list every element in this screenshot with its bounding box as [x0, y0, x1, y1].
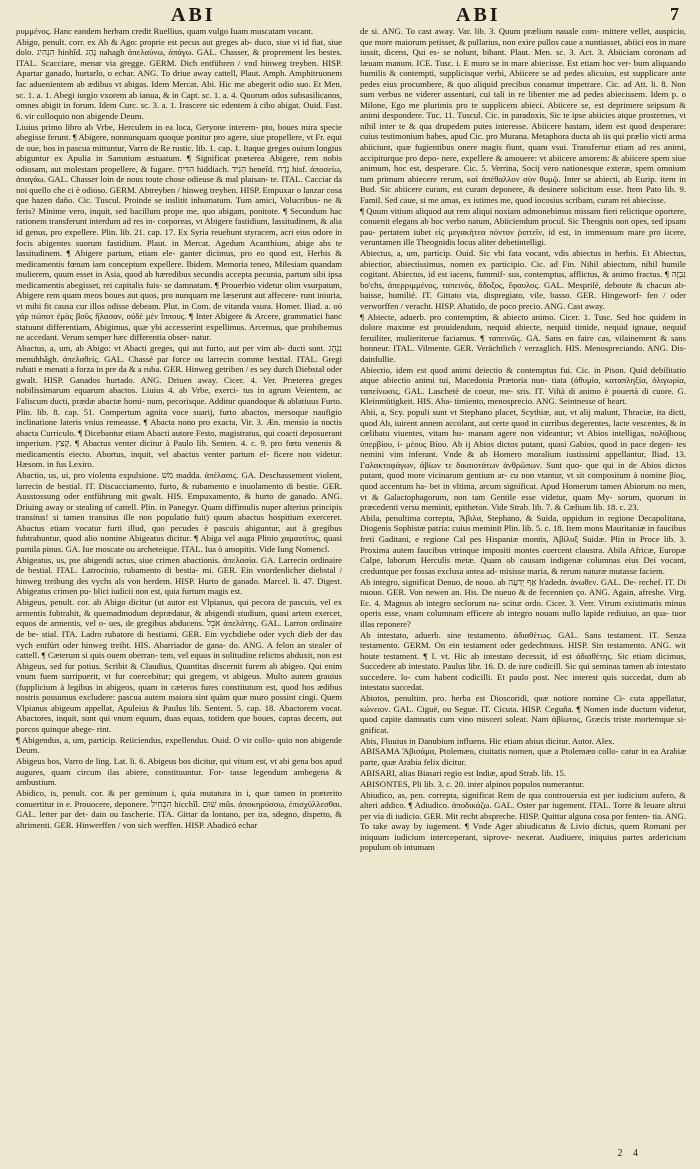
dictionary-entry: Abiectus, a, um, particip. Ouid. Sic vbi fata vocant, vdis abiectus in herbis. Et Abiectus, abiectior, abiectissimus, nomen ex participio. Cic. ad Fin. Nihil abiectum, nihil humile cogitant. Abiectus, id est iacens, fummif- sus, contemptus, afflictus, & animo fractus. ¶ נִבְזֶה bo'chs, ἀπερριμμένος, ταπεινός, ἄδοξος, ἔφαυλος. GAL. Mespriſé, deboute & chacun ab- baisse, humilié. IT. Gittato via, dispregiato, vile, basso. GER. Hingeworf- fen / oder verworffen / veracht. HISP. Abatido, de poco precio. ANG. Cast away.	[360, 248, 686, 311]
dictionary-entry: ¶ Abiecte, aduerb. pro contemptim, & abiecto animo. Cicer. 1. Tusc. Sed hoc quidem in dolore maxime est prouidendum, nequid abiecte, nequid timide, nequid ignaue, nequid feruiliter, mulieriterue faciamus. ¶ ταπεινῶς. GA. Sans en faire cas, vilainement & sans honneur. ITAL. Vilmente. GER. Verächtlich / verzaglich. HIS. Menospreciando. ANG. Dis- dainfullie.	[360, 311, 686, 364]
dictionary-entry: ¶ Quum vitium aliquod aut rem aliqui noxiam admonebimus missam fieri relictique oportere, conuenit elegans ab hoc verbo natum, Abiiciendum procul. Sic Theognis non opes, sed ipsam pau- pertatem iubet εἰς μεγακήτεα πόντον ῥιπτεῖν, id est, in immensum mare pro iicere, veruntamen ille Theognidis locus aliter debetintelligi.	[360, 205, 686, 248]
running-head-right: ABI	[456, 4, 501, 26]
dictionary-entry: ABISONTES, Pli lib. 3. c. 20. inter alpinos populos numerantur.	[360, 778, 585, 789]
dictionary-entry: ¶ Abigendus, a, um, particip. Reiiciendus, expellendus. Ouid. O vir collo- quio non abigende Deum.	[16, 734, 342, 756]
text-columns	[16, 26, 686, 1148]
dictionary-entry: Abigeus, penult. cor. ab Abigo dicitur (ut autor est Vlpianus, qui pecora de pascuis, vel ex armentis fubtrahit, & quemadmodum deprædatur, & abigendi studium, quasi artem exercet, equos de armentis, vel o- ues, de gregibus abducens. אֹבֵל ἀπελάτης. GAL. Larron ordinaire de be- stial. ITA. Ladro rubatore di bestiami. GER. Ein vychdiebe oder vych dieb der das vych entfürt oder hinweg treibt. HIS. Abarriador de gana- do. ANG. A felon an stealer of cattell. ¶ Cæterum si quis ouem oberran- tem, vel equos in solitudine relictos abduxit, non est Abigeus, sed fur potius. Scribit & Claudius, Quantitas discernit furem ab abigeo. Qui enim vnum fuem surripuerit, vt fur coercebitur; qui gregem, vt abigeus. Multo autem grauius (fupplicium à legibus in abigeos, quam in cæteros fures constitutum est, quod hos ædibus nostris possumus excludere: pascua autem maiora sint quàm quæ muro possint cingi. Quem Vlpianus abigeum appellat, Apuleius & Paulus lib. Sentent. 5. cap. 18. Abactorem vocat. Abactores, inquit, sunt qui vnum equum, duas equas, totidem que boues, capras decem, aut porcos quinque abege- rint.	[16, 597, 342, 734]
dictionary-entry: de si. ANG. To cast away. Var. lib. 3. Quum prælium nauale com- mittere vellet, auspicio, que more maiorum petisset, & pullarius, non exire pullos caue a nuntiasset, abiici eos in mare iussit, dicens, Qui es- se nolunt, bibant. Plaut. Men. sc. 3. Act. 3. Abiiciam coronam ad læuam manum. ICE. Tusc. i. E muro se in mare abiecisse. Est etiam hoc ver- bum aliquando humilis & contempti, supplicisque verbi, Abiicere se ad pedes alicuius, est supplicare ante pedes eius procumbere, & quo aliquid precibus conamur impetrare. Cic. ad Att. li. 8. Non sum verbus ne viderer assentari, cui tali in re libenter me ad pedes abiecissem. Idem p. o Milone, Ego me plurimis pro te supplicem abieci. Abiicere se, est deprimere seipsum & animi despondere. Tuc. 11. Tuscul. Cic. in paradoxis, Sic te ipse abiicies atque prosternes, vt nihil inter te & qua drupedem putes interesse. Abiicere hastam, idem est quod desperare: cuius testimonium habes, apud Cic. pro Murana. Metaphora ducta ab iis qui prælio victi arma abiiciunt, quæ fugientibus onere magis fiunt, quam vsui. Transfertur etiam ad res animi, accipiturque pro depo- nere, expellere & amouere: vt abiicere amorem: & abiicere spem siue animum, hoc est, desperare. Cic. 5. Verrina, Socij vero nationesque exteræ, spem omnium tum primum abiecere rerum, καὶ ἀπέθαλλον σὺν θυμῷ. Inter se abiecti, ab Eurip. item in Bud. Sic abiicere curam, est curam deponere, & desinere solicitum esse. Item Pato lib. 9. Famil. Sed caue, si me amas, ex istimes me, quod iocosius scribam, curam rei abiecisse.	[360, 26, 686, 205]
running-head-left: ABI	[171, 4, 216, 26]
dictionary-entry: Abactus, a, um, ab Abigo: vt Abacti greges, qui aut furto, aut per vim ab- ducti sunt. נִנְהָג menuhhâgh. ἀπελαθείς. GAL. Chassé par force ou larrecin comme bestial. ITAL. Gregi rubati e menati a forza in pre da & a ruba. GER. Hinweg getriben / es sey durch Diebstal oder gwalt. HISP. Ganados hurtado. ANG. Driuen away. Cicer. 4. Ver. Præterea greges nobilissimarum equarum abactos. Liuius 4. ab Vrbe, exerci- tus in agrum Veientem, ac Faliscum ducti, prædæ abactæ homi- num, pecorisque. Additur quandoque & ablatiuus Furto. Plin. lib. 8. cap. 51. Compertum agnita voce suarij, furto abactos, mersoque naufigio inclinatione lateris vnius remeasse. ¶ Abacta nono pro exacta, Vir. 3. Æn. mensio ia noctis abacta Curriculo. ¶ Dicebantur etiam Abacti autore Festo, magistratus, qui coacti deposuerant imperium. קָצַץ. ¶ Abactus venter dicitur à Paulo lib. Senten. 4. c. 9. pro fœtu venenis & medicamentis eiecto. Abortus, inquit, vel abactus venter partum ef- ficere non videtur. Hæsom. in fus Lexiro.	[16, 343, 342, 470]
dictionary-entry: ABISAMA Ἄβισάμα, Ptolemæo, ciuitatis nomen, quæ a Ptolemæo collo- catur in ea Arabiæ parte, quæ Arabia felix dicitur.	[360, 746, 686, 767]
dictionary-entry: Abila, penultima correpta, Ἄβιλα, Stephano, & Suida, oppidum in regione Decapolitana, Diogenis Sophistæ patria: cuius meminit Plin. lib. 5. c. 18. Item mons Mauritaniæ in faucibus freti Gaditani, e regione Cal pes Hispaniæ montis, Ἀβίλυξ Suidæ. Plin in Proce lib. 3. Proxima autem faucibus vtrinque impositi montes coercent claustra. Abila Africæ, Europæ Calpe, laborum Herculis metæ. Quam ob causam indigenæ columnas eius Dei vocant, creduntque per fossas exclusa antea ad- misisse maria, & rerum naturæ mutasse faciem.	[360, 512, 686, 576]
dictionary-entry: Abactio, us, ui, pro violenta expulsione. מֹשׁ madda. ἀπέλασις. GA. Deschassement violent, larrecin de bestial. IT. Discacciamento, furto, & rubamento e inuolamento di bestie. GER. Ausstossung oder entführung mit gwalt. HIS. Empuxamento, & hurto de ganado. ANG. Driuing away or stealing of cattell. Plin. in Panegyr. Quam diffimulis nuper alterius principis transitus! si tamen transitus ille non populatio fuit) quum abactus hospitium exerceret. Abactus etiam vocatur furti illud, quo pecudes è pascuis abiguntur, aut à gregibus fubtrahuntur, quod alio nomine Abigeatus dicitur. ¶ Abiga vel auga Plinio χαμαιπίτυς, quasi pumila pinus. GA. Iue moscate ou archeteique. ITAL. Iua ò amopitis. Vide Iung Nomencl.	[16, 470, 342, 554]
left-column	[16, 26, 342, 1148]
dictionary-entry: Ab intestato, aduerb. sine testamento. ἀδιαθέτως. GAL. Sans testament. IT. Senza testamento. GERM. On ein testament oder gedechtnuss. HISP. Sin testamento. ANG. wit houte testament. ¶ I. vt. Hic ab intestato decessit, id est ἀδιαθέτης. Sic etiam dicimus, Succedere ab intestato. Paulus libr. 16. D. de iure codicill. Sic qui seminas tamen ab intestato succedere. lo- cum habent codicilli. Et paulo post. Nec interest quis succedat, dum ab intestato succedat.	[360, 629, 686, 693]
dictionary-entry: ρυμμένος. Hanc eandem herbam credit Ruellius, quam vulgo Iuam muscatam vocant.	[16, 26, 313, 36]
dictionary-entry: Abigeus bos, Varro de ling. Lat. li. 6. Abigeus bos dicitur, qui vitum est, vt abi gena bos apud augures, quam circum ilas abiere, constituuntur. For- tasse legendum ambegena & ambustium.	[16, 756, 342, 788]
dictionary-entry: Abii, a, Scy. populi sunt vt Stephano placet, Scythiæ, aut, vt alij malunt, Thraciæ, ita dicti, quod Ab, iuirent annem accolant, aut certe quod in curribus degerentes, lacte vescentes, & in cælibatu viuentes, vitam hu- manam agere non videantur; vt Abios intelligas, πολύβιους ὑπερβίου, ἰ- μέους Βίου. Ab ij Abios dictos putant, quasi Gabios, quod in pace degen- tes nemini vim inferant. Vnde & ab Homero moralium iustissimi appellantur, Iliad. 13. Γαλακτοφάγων, ἀβίων τε δικαιοτάτων ἀνθρώπων. Sunt quo- que qui in de Abios dictos putant, quod more vicinarum gentium ar- cu non vtantur, vt sit compositum à nomine βίος, quod accentum ha- bet in vltima, arcum significat. Apud Homerum tamen Abiorum no men, vt & Galactophagorum, non tam Gentile esse videtur, quam My- sorum, quorum in præcedenti versu meminit, epitheton. Vide Strab. lib. 7. & Cælium lib. 18. c. 23.	[360, 407, 686, 513]
dictionary-entry: Abidico, is, penult. cor. & per geminum i, quia mutatura in i, quæ tamen in præterito conuertitur in e. Prouocere, deponere. הִכְּחִיל hicchîl. שׁוּם mûs. ἀποκηρύσσω, ἐπισχύλλεσθαι. GAL. letter par det- dain ou fascherie. ITA. Gittar da lontano, per ira, sdegno, dispetto, & altrimenti. GER. Hinwerffen / von sich werffen. HISP. Abadicó echar	[16, 788, 342, 830]
dictionary-entry: ABISARI, alias Biasari regio est Indiæ, apud Strab. lib. 15.	[360, 767, 567, 778]
dictionary-entry: Abiotos, penultim. pro. herba est Dioscoridi, quæ notiore nomine Ci- cuta appellatur, κώνειον. GAL. Ciguë, ou Segue. IT. Cicuta. HISP. Ceguña. ¶ Nomen inde ductum videtur, quod capite damnatis cum vino misceri soleat. Nam ἀβίωτος, Græcis triste mortemque si- gnificat.	[360, 693, 686, 735]
signature-mark: 2 4	[617, 1148, 642, 1159]
dictionary-entry: Abiectio, idem est quod animi deiectio & contemptus fui. Cic. in Pison. Quid debilitatio atque abiectio animi tui, Macedonia Prætoria nun- tiata (ἀθυμία, καταπληξία, ὀλιγωρία, ταπείνωσις. GAL. Laschetè de coeur, me- sris. IT. Viltà di animo è pouertà di cuore. G. Kleinmütigkeit. HIS. Aba- timiento, menosprecio. ANG. Seintnesse of heart.	[360, 364, 686, 407]
page-number: 7	[670, 4, 682, 24]
dictionary-entry: Abiudico, as, pen. correpta, significat Rem de qua controuersia est per iudicium aufero, & alteri addico. ¶ Adiudico. ἀποδικάζω. GAL. Oster par iugement. ITAL. Torre & leuare altrui per via di iudicio. GER. Mit recht abspreche. HISP. Quittar alguna cosa por fenten- tia. ANG. To take away by iugement. ¶ Vnde Ager abiudicatus & Livio dictus, quem Romani per iniquum iudicium interceperant, siprove- nexerat. Audiuere, iniquius partes ardericium populum ob intumam	[360, 789, 686, 853]
right-column	[360, 26, 686, 1148]
dictionary-entry: Abis, Fluuius in Danubium influens. Hic etiam abius dicitur. Autor. Alex.	[360, 735, 615, 746]
dictionary-entry: Liuius primo libro ab Vrbe, Herculem in ea loca, Geryone interem- pto, boues mira specie abegisse ferunt. ¶ Abigere, nonnunquam quoque ponitur pro agere, siue propellere, vt Fr. equi de oue, bos in pascua mittuntur, Varro de Re rustic. lib. 1. cap. 1. Itaque greges ouium longius abiguntur ex Apulia in Samnium æstuatum. ¶ Significat præterea Abigere, rem nobis odiosam, aut molestam propellere, & fugare. הִדִּיחַ hiddiach. הֵנִיד heneîd. נָדַח hisf. ἀποσείω, ἀπαγάω. GAL. Chasser loin de nous toute chose odieuse & mal plaisan- te. ITAL. Cacciar da noi quello che ci è odioso. GERM. Abtreyben / hinweg treyben. HISP. Empuxar o lanzar cosa que hazen daño. Cic. Tuscul. Proinde se inslitit inhumatum. Tum amici, Volucribus- ne & feris? Minime vero, inquit, sed bacillum prope me, quo abigam, ponitote. ¶ Secundum hac rationem transferunt interdum ad res in- corporeas, vt Abigere fastidium, lassitudinem, & alia id genus, pro expellere. Plin. lib. 21. cap. 17. Ex Syria reuehunt styracem, acri eius odore in focis abigentes suorum fastidium. Plaut. in Mercat. Agedum Acanthium, abige abs te lassitudinem. ¶ Abigere partum, etiam ele- ganter dicimus, pro eo quod est, Herbis & medicamentis fœtum iam conceptum expellere. Ibidem. Memoria teneo, Milesiam quandam mulierem, quum esset in Asia, quod ab hæredibus secundis accepta pecunia, partum sibi ipsa medicamentis abegisset, rei capitalis fuis- se damnatam. ¶ Prouerbio videtur olim vsurpatum, Abigere rem quam meos boues aut quos, pro nunquam me læserunt aut affecere- runt iniuria, vt mihi fit causa cur illos odisse debeam. Plut. in Com. de vitanda vsura. Homer. Iliad. a. οὐ γάρ πώποτ ἐμὰς βοῦς ἤλασαν, οὐδὲ μὲν ἵππους. ¶ Inter Abigere & Arcere, grammatici hanc statuunt differentiam, Abigimus, quæ ybi accesserint expellimus. Arcemus, que prohibemus ne accedant. Verum semper hæc differentia obser- natur.	[16, 121, 342, 343]
dictionary-entry: Abigo, penult. corr. ex Ab & Ago: proprie est pecus aut greges ab- duco, siue vi id fiat, siue dolo. הִנְהִיג hinhîd. נָהַג nahagh ἀπελαύνω, ἀπάγω. GAL. Chasser, & proprement les bestes. ITAL. Scacciare, menar via gregge. GERM. Dich entführen / vnd hinweg treyben. HISP. Apartar ganado, hurtarlo, o echar. ANG. To driue away cattell, Plaut. Amph. Amphitruonem fac aduenientem ab ædibus vt abigas. Idem Mercat. Abi. Hic me abegerit odio suo. Et Men. sc. 1. a. 1. Abegi iurgio vxorem ab ianua, & in Capt. sc. 1. a. 4. Quorum odos subsasilicanos, omnes abigit in forum. Idem Curc. sc. 3. a. 1. Irascere sic edentem à cibo abigat. Ouid. Fast. 6. vir colloquio non abigende Deum.	[16, 36, 342, 121]
running-head	[16, 4, 686, 26]
dictionary-entry: Abigeatus, us, pse abigendi actus, siue crimen abactionis. ἀπελασία. GA. Larrecin ordinaire de bestial. ITAL. Latrocinio, rubamento di bestia- mi. GER. Ein vnordenlicher diebstal / hinweg treibung des vychs als von herdem. HISP. Hurto de ganado. Marcel. li. 47. Digest. Abigeatus crimen pu- blici iudicii non est, quia furtum magis est.	[16, 554, 342, 597]
dictionary-entry: Ab integro, significat Denuo, de nouo. ab אַף יְדִעָה h'adedn. ἀνωθεν. GAL. De- rechef. IT. Di nuouo. GER. Von newen an. His. De nueuo & de fecennien ço. ANG. Again, afreshe. Virg. Ec. 4. Magnus ab integro seclorum na- scitur ordo. Cicer. 3. Verr. Vtrum existimatis minus operis esse, vnam columnam efficere ab integro nouam nullo lapide rediuiuo, an qua- tuor illas reponere?	[360, 576, 686, 629]
